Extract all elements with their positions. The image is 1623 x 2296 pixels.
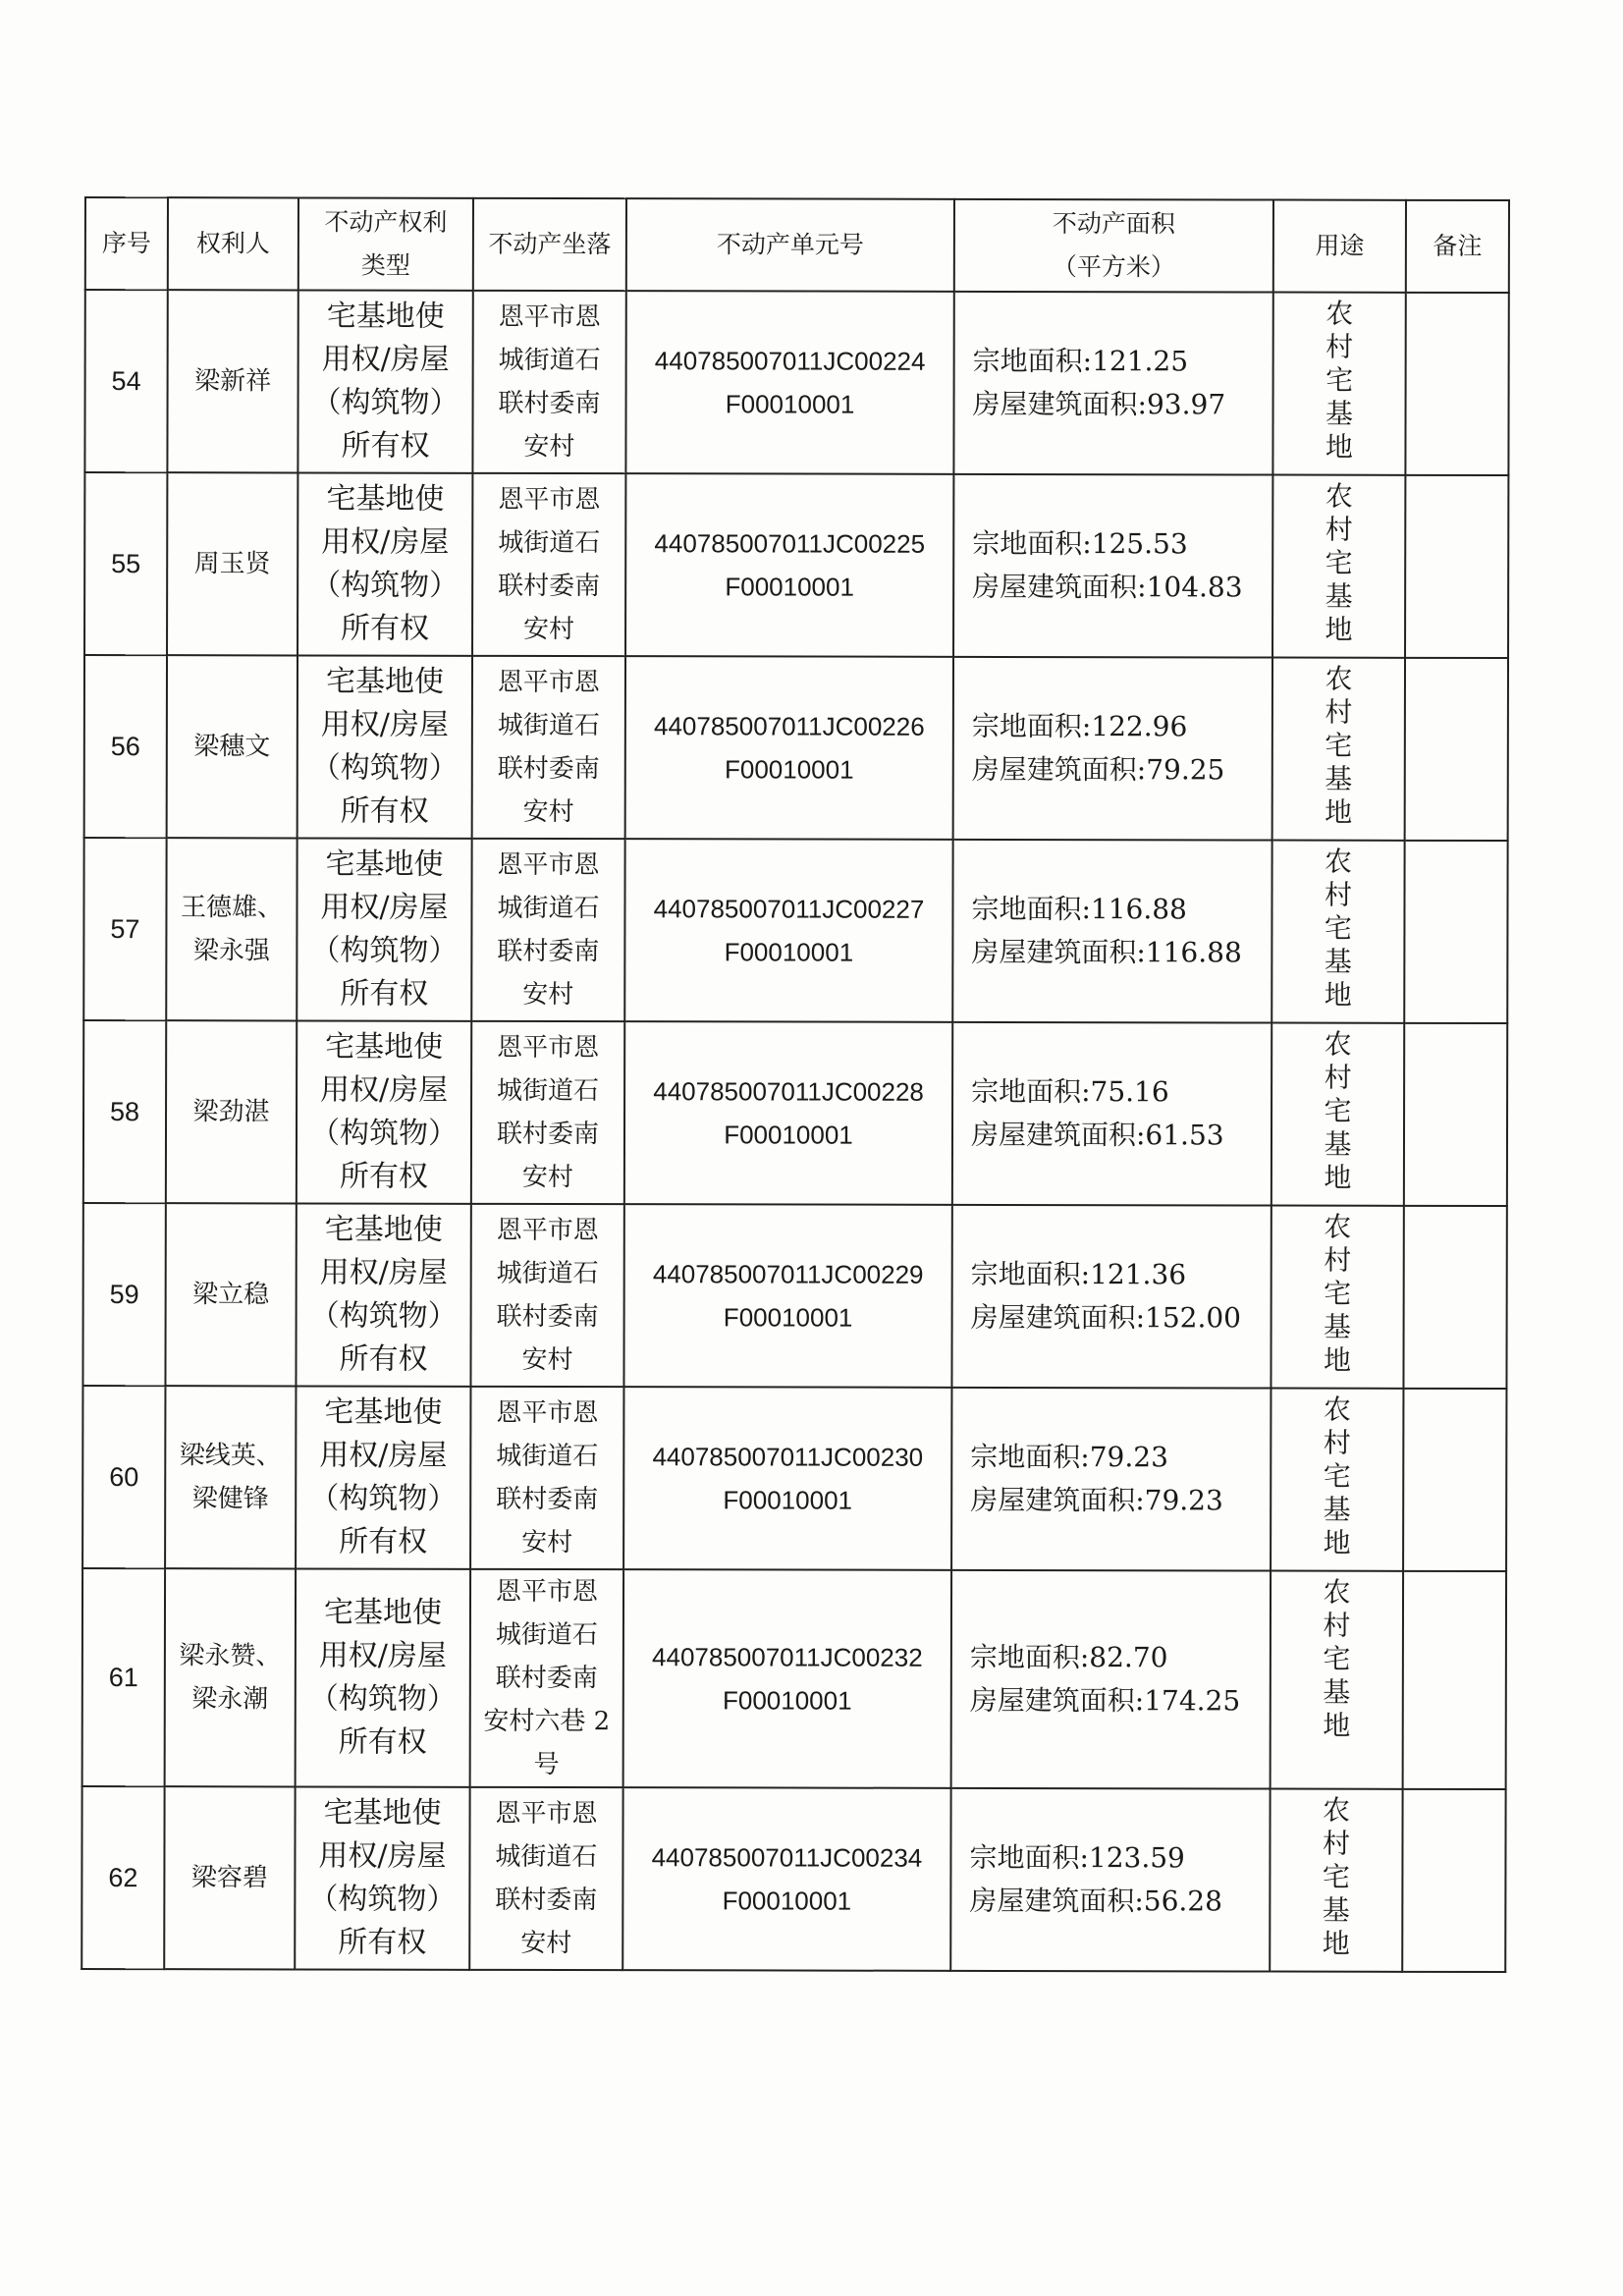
- cell-unit-number: [623, 1569, 951, 1788]
- right-type-line: 所有权: [339, 1159, 428, 1194]
- location-line: 联村委南: [496, 1301, 599, 1333]
- use-text: 农村宅基地: [1325, 662, 1353, 829]
- cell-area: [953, 292, 1272, 475]
- cell-use: [1271, 1389, 1403, 1571]
- location-line: 恩平市恩: [496, 1397, 599, 1429]
- cell-right-type: [298, 472, 472, 655]
- location-line: 城街道石: [495, 1841, 598, 1873]
- cell-area: [952, 1022, 1271, 1206]
- unit-number-line: F00010001: [722, 1685, 852, 1716]
- unit-number-line: 440785007011JC00227: [653, 894, 925, 924]
- cell-holder: [165, 1568, 296, 1786]
- cell-area: [951, 1205, 1271, 1389]
- right-type-line: 用权/房屋: [320, 890, 449, 925]
- location-line: 联村委南: [498, 388, 601, 419]
- cell-area: [951, 1570, 1271, 1789]
- cell-note: [1405, 293, 1508, 475]
- cell-note: [1403, 1206, 1506, 1389]
- area-line: 宗地面积:121.25: [972, 344, 1189, 378]
- header-note: 备注: [1406, 200, 1509, 293]
- right-type-line: 所有权: [339, 1341, 428, 1377]
- use-text: 农村宅基地: [1324, 845, 1353, 1011]
- location-line: 恩平市恩: [498, 301, 601, 333]
- unit-number-line: F00010001: [724, 937, 854, 967]
- right-type-line: 所有权: [341, 611, 430, 646]
- right-type-line: （构筑物）: [308, 1882, 457, 1917]
- right-type-line: （构筑物）: [309, 1481, 458, 1516]
- table-row: [82, 1203, 1506, 1389]
- table-row: [84, 472, 1508, 658]
- cell-note: [1402, 1789, 1505, 1972]
- area-line: 房屋建筑面积:56.28: [969, 1884, 1222, 1918]
- location-line: 联村委南: [497, 753, 600, 785]
- right-type-line: 宅基地使: [326, 299, 445, 334]
- area-line: 房屋建筑面积:79.23: [970, 1483, 1223, 1517]
- holder-name: 王德雄、: [180, 893, 284, 923]
- right-type-line: 所有权: [340, 976, 429, 1011]
- right-type-line: （构筑物）: [311, 568, 460, 603]
- unit-number-line: F00010001: [722, 1886, 852, 1916]
- location-line: 城街道石: [498, 345, 601, 376]
- holder-name: 梁容碧: [190, 1863, 268, 1893]
- area-line: 宗地面积:123.59: [969, 1840, 1185, 1875]
- location-line: 安村六巷 2: [483, 1706, 611, 1737]
- unit-number-line: 440785007011JC00229: [652, 1259, 924, 1289]
- unit-number-line: 440785007011JC00225: [654, 528, 926, 559]
- table-row: [83, 1020, 1507, 1206]
- right-type-line: 用权/房屋: [320, 707, 449, 742]
- area-line: 宗地面积:116.88: [971, 892, 1187, 926]
- cell-unit-number: [625, 473, 953, 657]
- area-line: 房屋建筑面积:104.83: [972, 570, 1243, 604]
- unit-number-line: F00010001: [723, 1485, 853, 1515]
- location-line: 城街道石: [497, 893, 600, 924]
- right-type-line: 宅基地使: [326, 481, 445, 517]
- right-type-line: 用权/房屋: [319, 1072, 449, 1108]
- right-type-line: 所有权: [339, 1524, 428, 1559]
- holder-name: 梁立稳: [192, 1280, 270, 1310]
- cell-right-type: [298, 655, 472, 838]
- use-text: 农村宅基地: [1324, 1027, 1352, 1194]
- area-line: 宗地面积:82.70: [969, 1640, 1168, 1674]
- right-type-line: 用权/房屋: [318, 1838, 447, 1874]
- area-line: 宗地面积:75.16: [971, 1074, 1169, 1109]
- cell-use: [1271, 1023, 1404, 1206]
- area-line: 房屋建筑面积:93.97: [972, 387, 1226, 421]
- right-type-line: （构筑物）: [310, 933, 459, 968]
- area-line: 房屋建筑面积:79.25: [971, 752, 1225, 787]
- cell-area: [953, 657, 1272, 841]
- location-line: 城街道石: [495, 1619, 598, 1651]
- header-right-type-line1: 不动产权利: [324, 207, 448, 237]
- cell-location: [471, 839, 624, 1021]
- location-line: 联村委南: [498, 571, 601, 602]
- cell-note: [1405, 658, 1508, 841]
- location-line: 安村: [521, 1344, 573, 1376]
- cell-holder: [167, 655, 298, 838]
- cell-unit-number: [625, 291, 953, 474]
- location-line: 恩平市恩: [498, 484, 601, 516]
- cell-use: [1272, 293, 1405, 475]
- location-line: 安村: [520, 1928, 572, 1959]
- header-area-line1: 不动产面积: [1052, 209, 1175, 239]
- cell-unit-number: [623, 1204, 951, 1388]
- unit-number-line: 440785007011JC00230: [652, 1442, 924, 1472]
- holder-name: 梁穗文: [193, 732, 271, 762]
- cell-use: [1272, 475, 1405, 658]
- cell-right-type: [297, 838, 471, 1020]
- cell-holder: [167, 472, 298, 655]
- right-type-line: （构筑物）: [310, 750, 459, 786]
- cell-location: [470, 1387, 623, 1569]
- area-line: 宗地面积:121.36: [970, 1257, 1187, 1291]
- use-text: 农村宅基地: [1323, 1393, 1351, 1559]
- location-line: 安村: [523, 614, 575, 645]
- table-row: [82, 1568, 1506, 1789]
- location-line: 安村: [521, 1527, 573, 1558]
- use-text: 农村宅基地: [1323, 1575, 1351, 1742]
- header-use: 用途: [1273, 200, 1406, 293]
- cell-note: [1403, 1571, 1506, 1789]
- cell-location: [469, 1787, 622, 1970]
- location-line: 城街道石: [496, 1258, 599, 1289]
- right-type-line: （构筑物）: [309, 1116, 459, 1151]
- cell-location: [470, 1204, 623, 1387]
- location-line: 联村委南: [495, 1885, 598, 1916]
- cell-area: [952, 840, 1271, 1023]
- location-line: 城街道石: [497, 1075, 600, 1107]
- header-area: [954, 199, 1273, 293]
- right-type-line: （构筑物）: [309, 1298, 458, 1334]
- cell-unit-number: [624, 1021, 952, 1205]
- area-line: 宗地面积:122.96: [971, 709, 1188, 743]
- cell-right-type: [296, 1386, 470, 1568]
- cell-area: [951, 1388, 1271, 1571]
- location-line: 安村: [521, 1162, 573, 1193]
- location-line: 安村: [522, 979, 574, 1011]
- cell-note: [1405, 475, 1508, 658]
- unit-number-line: 440785007011JC00226: [653, 711, 925, 741]
- right-type-line: 所有权: [338, 1724, 427, 1760]
- cell-location: [470, 1569, 623, 1787]
- cell-unit-number: [624, 839, 952, 1022]
- right-type-line: 宅基地使: [324, 1394, 443, 1430]
- cell-holder: [166, 838, 297, 1020]
- area-line: 房屋建筑面积:152.00: [970, 1300, 1242, 1335]
- location-line: 号: [533, 1749, 560, 1780]
- header-area-line2: （平方米）: [1052, 252, 1175, 282]
- cell-location: [472, 291, 625, 473]
- cell-note: [1404, 841, 1507, 1023]
- cell-holder: [165, 1386, 296, 1568]
- area-line: 房屋建筑面积:61.53: [970, 1118, 1224, 1152]
- unit-number-line: F00010001: [724, 754, 854, 785]
- cell-seq: 60: [82, 1386, 165, 1568]
- cell-use: [1272, 658, 1405, 841]
- unit-number-line: F00010001: [724, 1120, 853, 1150]
- table-row: [81, 1786, 1505, 1972]
- area-line: 房屋建筑面积:116.88: [971, 935, 1242, 969]
- cell-note: [1404, 1023, 1507, 1206]
- cell-seq: 55: [84, 472, 167, 655]
- holder-name: 梁线英、: [179, 1441, 282, 1471]
- table-row: [84, 290, 1508, 475]
- cell-location: [472, 473, 625, 656]
- use-text: 农村宅基地: [1325, 479, 1353, 646]
- cell-right-type: [295, 1786, 469, 1969]
- location-line: 恩平市恩: [497, 667, 600, 698]
- right-type-line: （构筑物）: [311, 385, 460, 420]
- header-right-type: [298, 197, 473, 290]
- cell-seq: 59: [82, 1203, 165, 1386]
- cell-right-type: [298, 290, 472, 472]
- property-registry-table: [81, 196, 1510, 1973]
- holder-name: 周玉贤: [193, 549, 271, 579]
- holder-name: 梁永强: [192, 936, 270, 966]
- cell-seq: 56: [84, 655, 167, 838]
- unit-number-line: 440785007011JC00234: [651, 1842, 923, 1873]
- location-line: 恩平市恩: [497, 849, 600, 881]
- cell-holder: [166, 1020, 297, 1203]
- right-type-line: 用权/房屋: [319, 1438, 448, 1473]
- cell-seq: 57: [83, 838, 166, 1020]
- unit-number-line: 440785007011JC00224: [654, 346, 926, 376]
- cell-seq: 54: [84, 290, 167, 472]
- location-line: 安村: [522, 796, 574, 828]
- location-line: 城街道石: [496, 1441, 599, 1472]
- holder-name: 梁新祥: [194, 366, 272, 397]
- cell-location: [472, 656, 625, 839]
- right-type-line: 宅基地使: [323, 1795, 442, 1831]
- location-line: 恩平市恩: [495, 1576, 599, 1608]
- cell-use: [1270, 1789, 1402, 1972]
- unit-number-line: 440785007011JC00232: [652, 1642, 923, 1672]
- cell-unit-number: [623, 1387, 951, 1570]
- cell-use: [1271, 841, 1404, 1023]
- location-line: 安村: [523, 431, 575, 463]
- location-line: 城街道石: [497, 710, 600, 741]
- cell-location: [471, 1021, 624, 1204]
- right-type-line: 用权/房屋: [321, 342, 450, 377]
- unit-number-line: F00010001: [725, 389, 855, 419]
- right-type-line: 所有权: [338, 1925, 427, 1960]
- right-type-line: 宅基地使: [325, 847, 444, 882]
- holder-name: 梁永赞、: [179, 1641, 282, 1671]
- unit-number-line: F00010001: [725, 572, 854, 602]
- cell-area: [950, 1788, 1270, 1972]
- header-seq: 序号: [85, 197, 168, 290]
- cell-note: [1403, 1389, 1506, 1571]
- cell-area: [953, 474, 1272, 658]
- use-text: 农村宅基地: [1323, 1210, 1352, 1377]
- right-type-line: （构筑物）: [308, 1681, 457, 1717]
- table-row: [84, 655, 1508, 841]
- location-line: 联村委南: [496, 1119, 600, 1150]
- right-type-line: 宅基地使: [323, 1595, 443, 1630]
- cell-seq: 61: [82, 1568, 165, 1786]
- use-text: 农村宅基地: [1322, 1793, 1351, 1960]
- right-type-line: 用权/房屋: [319, 1255, 448, 1290]
- cell-right-type: [296, 1203, 470, 1386]
- location-line: 恩平市恩: [497, 1032, 600, 1064]
- header-holder: 权利人: [168, 197, 298, 290]
- right-type-line: 所有权: [340, 793, 429, 829]
- location-line: 城街道石: [498, 527, 601, 559]
- holder-name: 梁劲湛: [192, 1097, 270, 1127]
- cell-use: [1271, 1206, 1403, 1389]
- cell-seq: 62: [81, 1786, 164, 1969]
- location-line: 恩平市恩: [495, 1798, 598, 1830]
- right-type-line: 宅基地使: [324, 1212, 443, 1247]
- cell-use: [1271, 1571, 1403, 1789]
- right-type-line: 宅基地使: [325, 1029, 444, 1065]
- area-line: 宗地面积:125.53: [972, 526, 1188, 561]
- cell-holder: [165, 1203, 296, 1386]
- cell-holder: [167, 290, 298, 472]
- cell-unit-number: [622, 1787, 950, 1971]
- header-unit-number: 不动产单元号: [626, 198, 954, 292]
- table-row: [82, 1386, 1506, 1571]
- header-row: [85, 197, 1509, 293]
- right-type-line: 宅基地使: [325, 664, 445, 699]
- table-header: [85, 197, 1509, 293]
- unit-number-line: F00010001: [723, 1302, 853, 1333]
- holder-name: 梁健锋: [191, 1484, 269, 1514]
- location-line: 联村委南: [496, 1484, 599, 1515]
- cell-holder: [164, 1786, 295, 1969]
- table-row: [83, 838, 1507, 1023]
- header-location: 不动产坐落: [473, 198, 626, 291]
- location-line: 联村委南: [495, 1663, 598, 1694]
- table-body: [81, 290, 1509, 1972]
- right-type-line: 所有权: [341, 428, 430, 464]
- area-line: 房屋建筑面积:174.25: [969, 1683, 1241, 1718]
- holder-name: 梁永潮: [191, 1684, 269, 1715]
- cell-unit-number: [625, 656, 953, 840]
- right-type-line: 用权/房屋: [318, 1638, 447, 1673]
- location-line: 恩平市恩: [496, 1215, 599, 1246]
- cell-seq: 58: [83, 1020, 166, 1203]
- location-line: 联村委南: [497, 936, 600, 967]
- cell-right-type: [297, 1020, 471, 1203]
- use-text: 农村宅基地: [1325, 297, 1354, 464]
- area-line: 宗地面积:79.23: [970, 1440, 1168, 1474]
- cell-right-type: [296, 1568, 470, 1786]
- unit-number-line: 440785007011JC00228: [653, 1076, 924, 1107]
- header-right-type-line2: 类型: [360, 250, 410, 280]
- right-type-line: 用权/房屋: [321, 524, 450, 560]
